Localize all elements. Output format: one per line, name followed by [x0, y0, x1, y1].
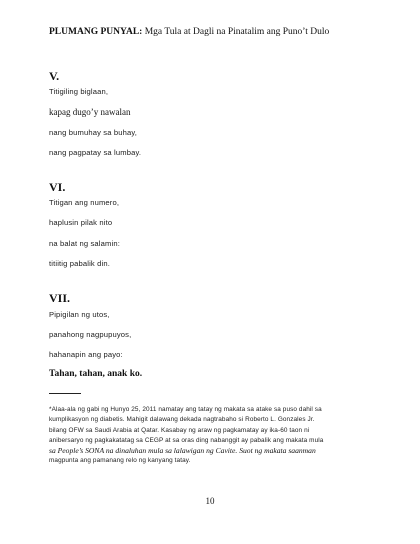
- footnote-separator: [49, 393, 81, 394]
- poem-line: nang bumuhay sa buhay,: [49, 128, 138, 137]
- book-subtitle: Mga Tula at Dagli na Pinatalim ang Puno’t Dulo: [142, 27, 330, 37]
- poem-line: Titigiling biglaan,: [49, 87, 109, 96]
- footnote-line: *Alaa-ala ng gabi ng Hunyo 25, 2011 namatay ang tatay ng makata sa atake sa puso dahil sa: [49, 406, 322, 413]
- poem-line: Tahan, tahan, anak ko.: [49, 369, 143, 379]
- running-header: [49, 26, 389, 38]
- footnote-line: bilang OFW sa Saudi Arabia at Qatar. Kasabay ng araw ng pagkamatay ay ika-60 taon ni: [49, 426, 310, 434]
- poem-line: na balat ng salamin:: [49, 239, 120, 248]
- poem-line: nang pagpatay sa lumbay.: [49, 148, 142, 157]
- footnote-line-italic: sa People’s SONA na dinaluhan mula sa lalawigan ng Cavite. Suot ng makata saanman: [49, 446, 316, 456]
- stanza-number-vii: VII.: [49, 291, 71, 305]
- page-number: 10: [205, 496, 215, 506]
- poem-line: Titigan ang numero,: [49, 198, 120, 207]
- footnote-line: magpunta ang pamanang relo ng kanyang tatay.: [49, 457, 191, 465]
- poem-line: haplusin pilak nito: [49, 218, 113, 227]
- footnote-line: kumplikasyon ng diabetis. Mahigit dalawang dekada nagtrabaho si Roberto L. Gonzales Jr.: [49, 416, 315, 424]
- stanza-number-v: V.: [49, 69, 60, 83]
- poem-line: kapag dugo’y nawalan: [49, 107, 131, 117]
- poem-line: titiitig pabalik din.: [49, 259, 110, 268]
- footnote: [49, 405, 375, 467]
- book-title: PLUMANG PUNYAL:: [49, 27, 143, 37]
- stanza-number-vi: VI.: [49, 180, 66, 194]
- poem-line: panahong nagpupuyos,: [49, 330, 132, 339]
- footnote-line: anibersaryo ng pagkakatatag sa CEGP at sa oras ding nabanggit ay pabalik ang makata mula: [49, 436, 324, 444]
- poem-line: hahanapin ang payo:: [49, 350, 123, 359]
- poem-line: Pipigilan ng utos,: [49, 310, 110, 319]
